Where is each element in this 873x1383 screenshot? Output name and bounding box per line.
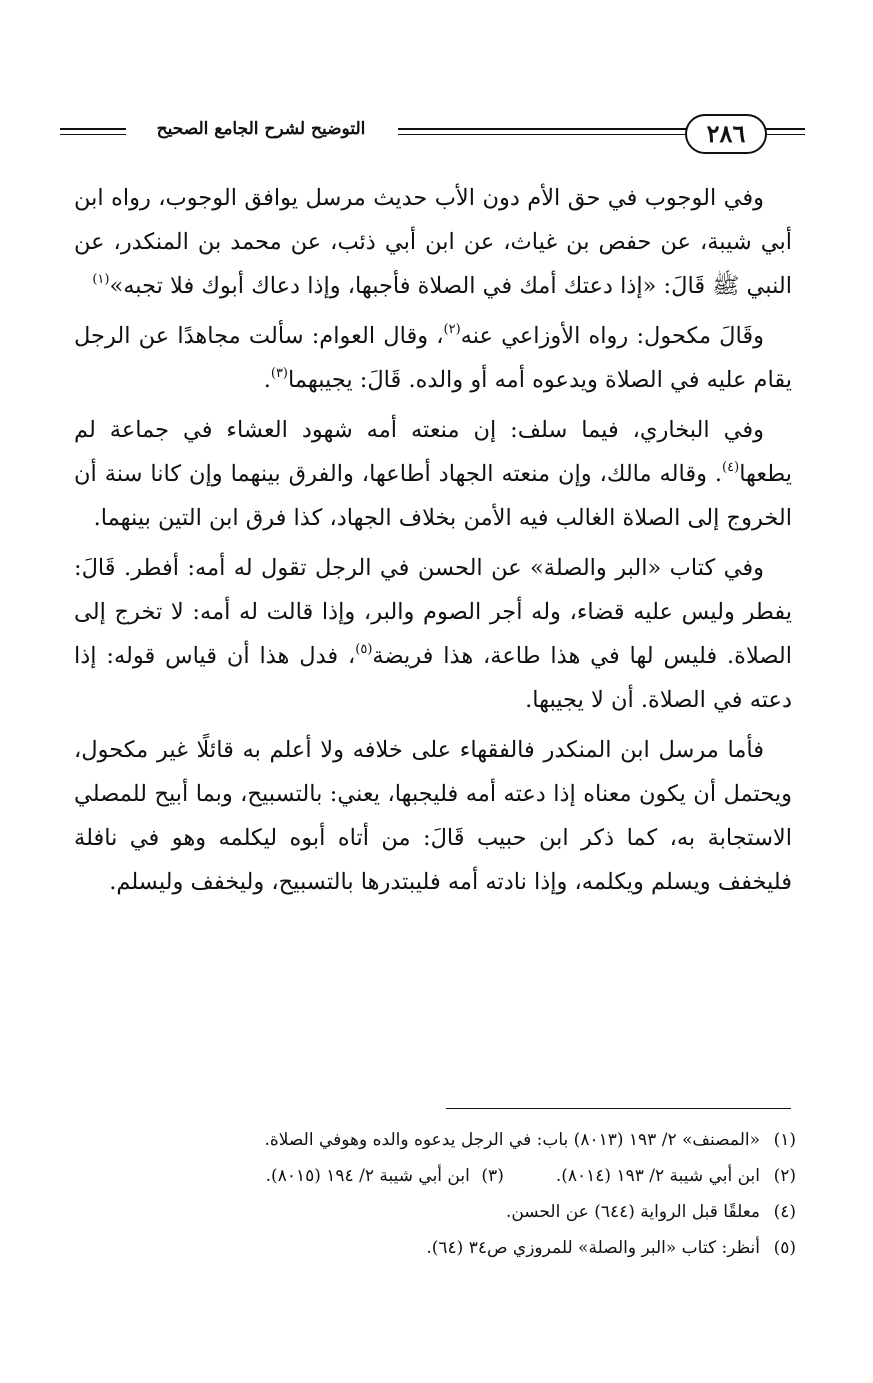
paragraph-5-text: فأما مرسل ابن المنكدر فالفقهاء على خلافه ولا أعلم به قائلًا غير مكحول، ويحتمل أن يكون معناه إذا دعته أمه فليجبها، يعني: بالتسبيح، وبما أبيح للمصلي الاستجابة به، كما ذكر ابن حبيب قَالَ: من أتاه أبوه ليكلمه وهو في نافلة فليخفف ويسلم ويكلمه، وإذا نادته أمه فليبتدرها بالتسبيح، وليخفف وليسلم. <box>74 737 792 895</box>
footnote-5 <box>80 1230 796 1266</box>
header-rule-middle-top <box>398 128 690 130</box>
footnote-separator <box>446 1108 791 1109</box>
footnote-ref-3: (٣) <box>270 366 288 381</box>
paragraph-5 <box>74 728 792 904</box>
footnote-ref-1: (١) <box>92 272 110 287</box>
footnote-2-3-line <box>80 1158 796 1194</box>
header-rule-right-bottom <box>763 134 805 135</box>
footnote-2 <box>556 1158 796 1194</box>
header-rule-left-top <box>60 128 126 130</box>
footnote-number: (٢) <box>773 1166 796 1186</box>
paragraph-1-text: وفي الوجوب في حق الأم دون الأب حديث مرسل يوافق الوجوب، رواه ابن أبي شيبة، عن حفص بن غياث، عن ابن أبي ذئب، عن محمد بن المنكدر، عن النبي ﷺ قَالَ: «إذا دعتك أمك في الصلاة فأجبها، وإذا دعاك أبوك فلا تجبه» <box>74 185 792 299</box>
paragraph-3 <box>74 408 792 540</box>
running-title: التوضيح لشرح الجامع الصحيح <box>130 118 392 140</box>
footnote-number: (٤) <box>773 1202 796 1222</box>
footnote-3 <box>266 1158 504 1194</box>
header-rule-right-top <box>763 128 805 130</box>
footnote-ref-2: (٢) <box>443 322 461 337</box>
header-rule-middle-bottom <box>398 134 690 135</box>
paragraph-2-text-c: . <box>263 367 271 393</box>
main-text <box>74 176 792 910</box>
paragraph-2-text-a: وقَالَ مكحول: رواه الأوزاعي عنه <box>460 323 764 349</box>
paragraph-3-text-a: وفي البخاري، فيما سلف: إن منعته أمه شهود العشاء في جماعة لم يطعها <box>74 417 792 487</box>
paragraph-3-text-b: . وقاله مالك، وإن منعته الجهاد أطاعها، والفرق بينهما وإن كانا سنة أن الخروج إلى الصلاة الغالب فيه الأمن بخلاف الجهاد، كذا فرق ابن التين بينهما. <box>74 461 792 531</box>
footnote-text: معلقًا قبل الرواية (٦٤٤) عن الحسن. <box>505 1202 760 1222</box>
page-number: ٢٨٦ <box>685 114 767 154</box>
footnote-ref-5: (٥) <box>355 642 373 657</box>
paragraph-2 <box>74 314 792 402</box>
paragraph-4-text-a: وفي كتاب «البر والصلة» عن الحسن في الرجل تقول له أمه: أفطر. قَالَ: يفطر وليس عليه قضاء، وله أجر الصوم والبر، وإذا قالت له أمه: لا تخرج إلى الصلاة. فليس لها في هذا طاعة، هذا فريضة <box>74 555 792 669</box>
footnote-text: أنظر: كتاب «البر والصلة» للمروزي ص٣٤ (٦٤). <box>426 1238 760 1258</box>
footnote-text: «المصنف» ٢/ ١٩٣ (٨٠١٣) باب: في الرجل يدعوه والده وهوفي الصلاة. <box>264 1130 760 1150</box>
footnote-text: ابن أبي شيبة ٢/ ١٩٣ (٨٠١٤). <box>555 1166 760 1186</box>
footnote-number: (٣) <box>481 1166 504 1186</box>
footnote-4 <box>80 1194 796 1230</box>
paragraph-4-text-b: ، فدل هذا أن قياس قوله: إذا دعته في الصلاة. أن لا يجيبها. <box>74 643 792 713</box>
header-rule-left-bottom <box>60 134 126 135</box>
paragraph-1 <box>74 176 792 308</box>
footnote-1 <box>80 1122 796 1158</box>
footnote-ref-4: (٤) <box>722 460 740 475</box>
paragraph-2-text-b: ، وقال العوام: سألت مجاهدًا عن الرجل يقام عليه في الصلاة ويدعوه أمه أو والده. قَالَ: يجيبهما <box>74 323 792 393</box>
page-header <box>60 112 805 156</box>
footnote-text: ابن أبي شيبة ٢/ ١٩٤ (٨٠١٥). <box>265 1166 470 1186</box>
paragraph-4 <box>74 546 792 722</box>
footnote-number: (٥) <box>773 1238 796 1258</box>
footnote-number: (١) <box>773 1130 796 1150</box>
footnotes <box>80 1122 796 1266</box>
